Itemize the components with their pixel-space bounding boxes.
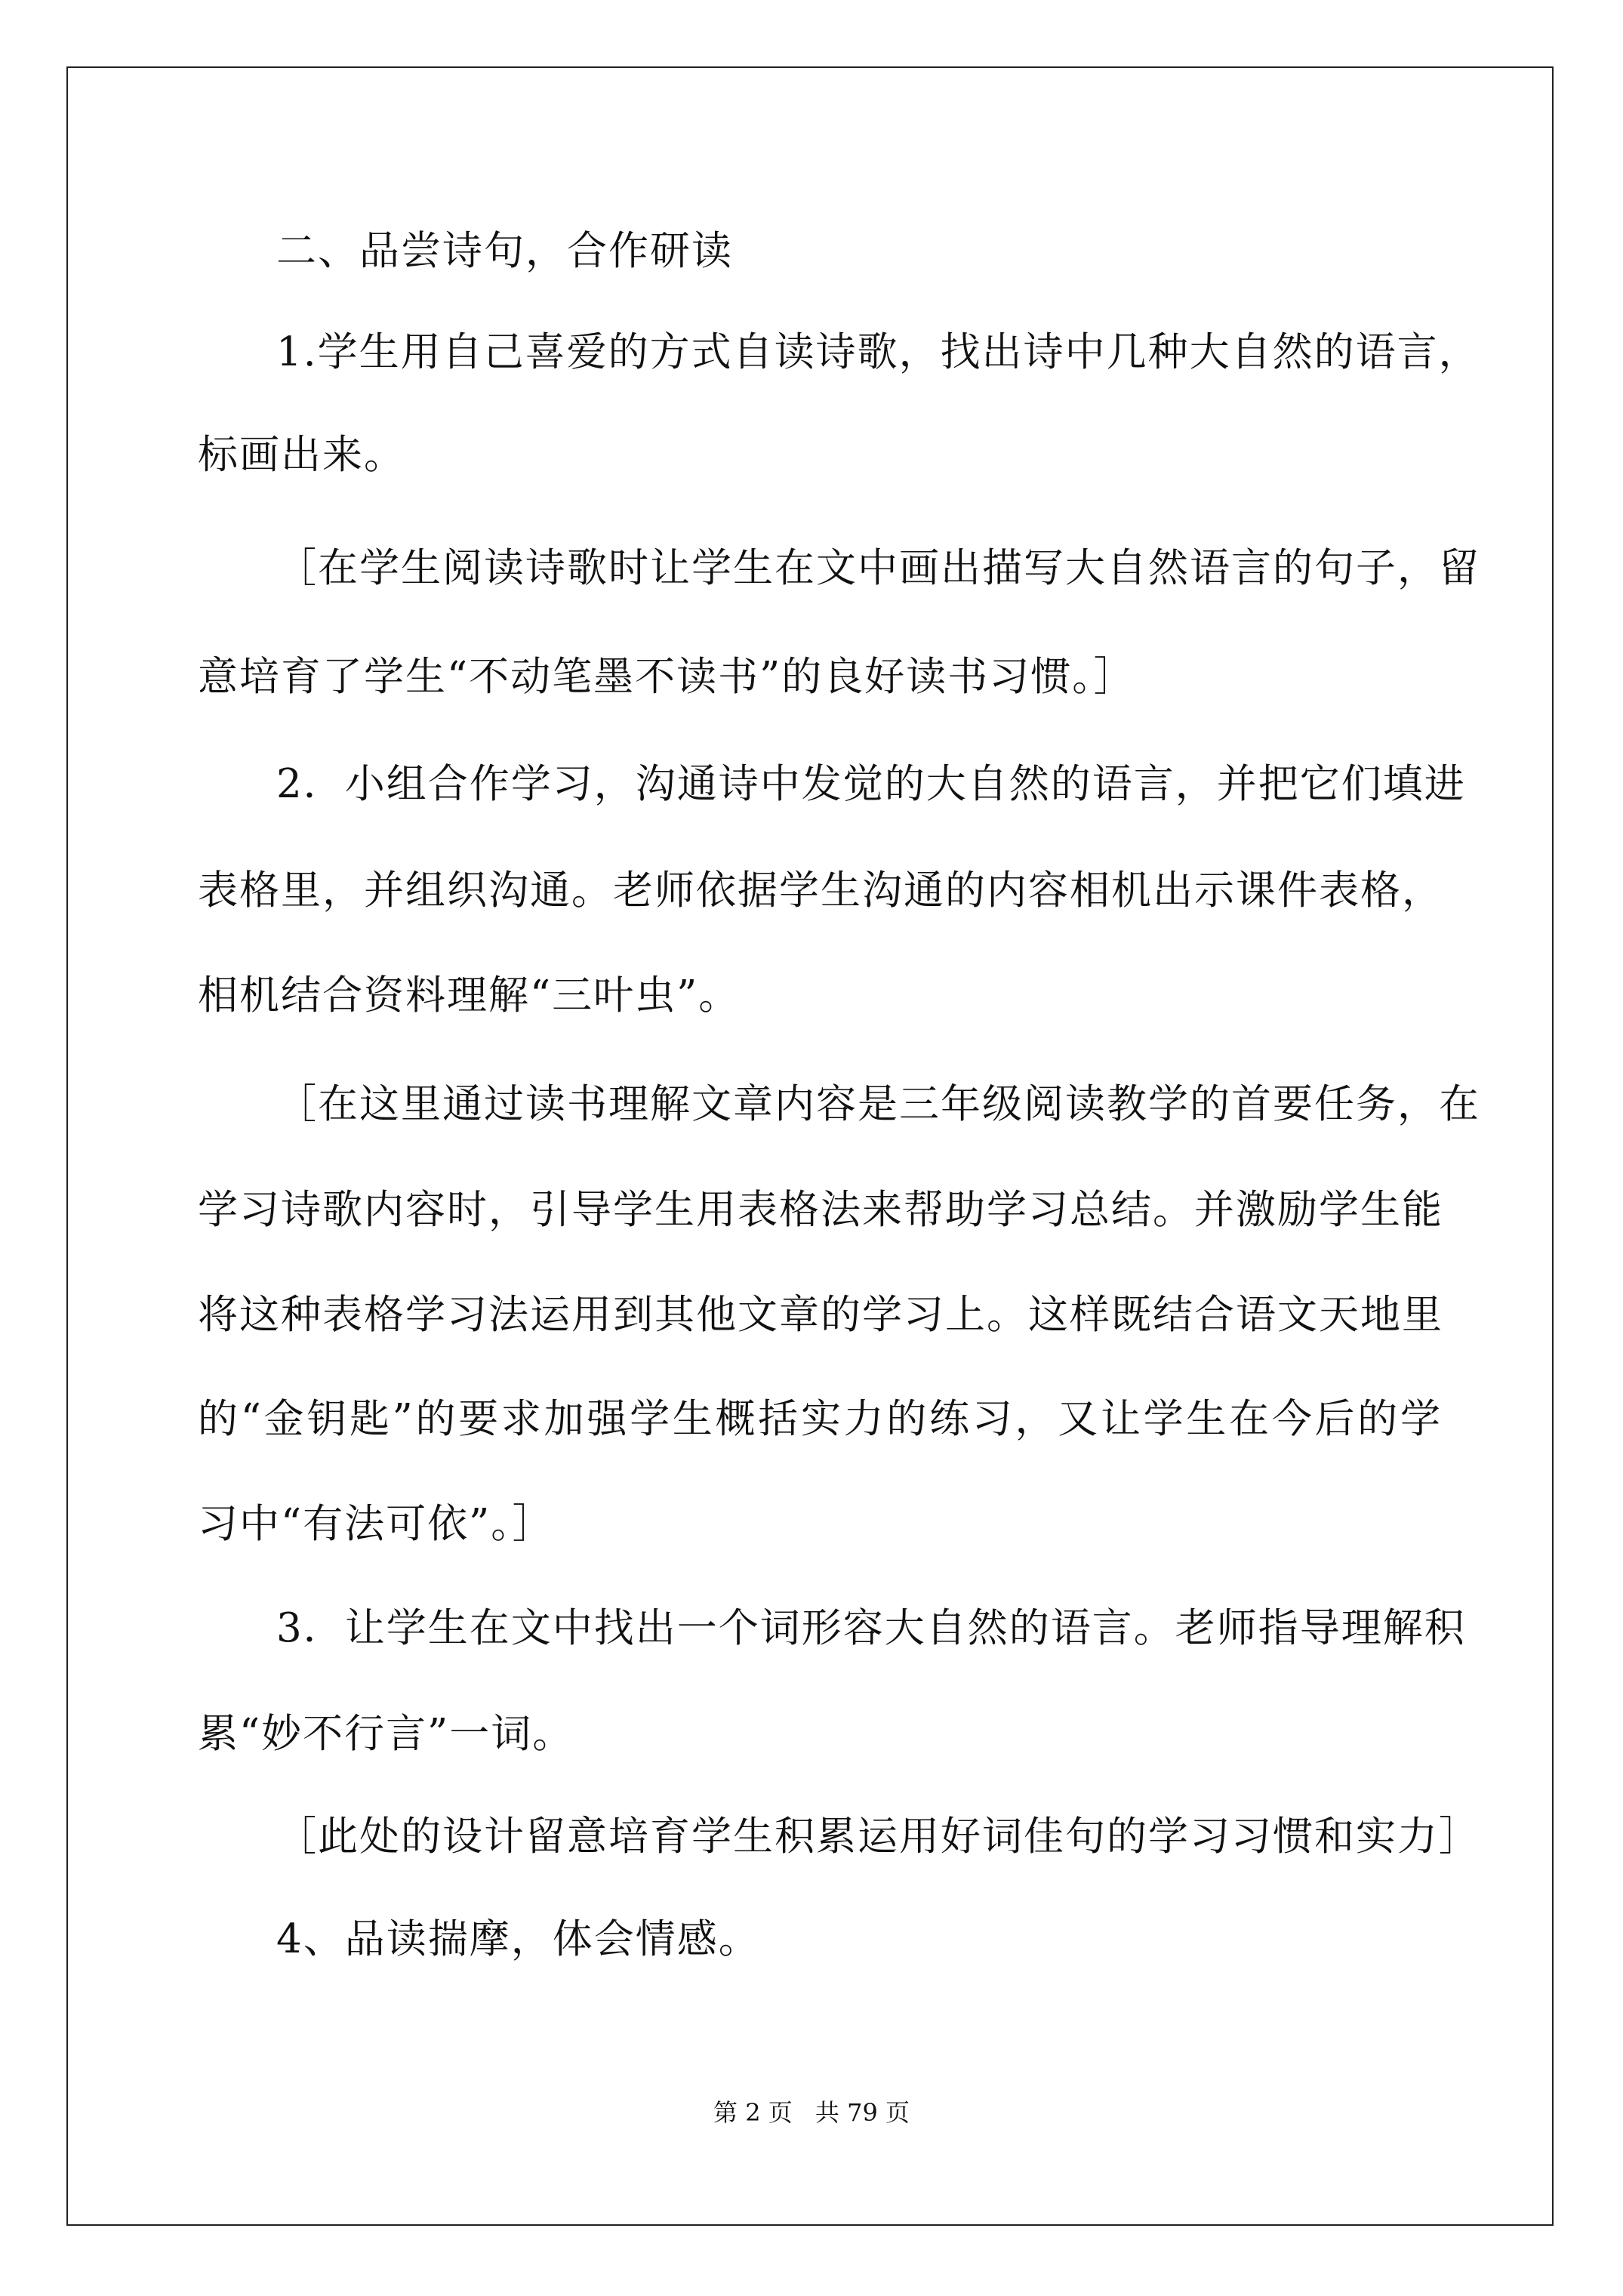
paragraph-line: 将这种表格学习法运用到其他文章的学习上。这样既结合语文天地里 (198, 1292, 1443, 1338)
paragraph-line: 累“妙不行言”一词。 (198, 1711, 574, 1757)
page-border (66, 66, 1554, 2226)
page-footer (0, 2097, 1623, 2128)
paragraph-line: ［在学生阅读诗歌时让学生在文中画出描写大自然语言的句子，留 (276, 545, 1480, 591)
paragraph-line: 4、品读揣摩，体会情感。 (276, 1916, 760, 1962)
section-heading: 二、品尝诗句，合作研读 (276, 228, 733, 274)
page-number: 第 2 页 (713, 2098, 793, 2127)
page-total: 共 79 页 (815, 2098, 910, 2127)
paragraph-line: 1.学生用自己喜爱的方式自读诗歌，找出诗中几种大自然的语言， (276, 329, 1480, 375)
paragraph-line: ［在这里通过读书理解文章内容是三年级阅读教学的首要任务，在 (276, 1081, 1480, 1127)
paragraph-line: 学习诗歌内容时，引导学生用表格法来帮助学习总结。并激励学生能 (198, 1187, 1443, 1233)
paragraph-line: 2．小组合作学习，沟通诗中发觉的大自然的语言，并把它们填进 (276, 761, 1466, 807)
paragraph-line: 标画出来。 (198, 432, 405, 478)
paragraph-line: 意培育了学生“不动笔墨不读书”的良好读书习惯。］ (198, 654, 1135, 700)
paragraph-line: 3．让学生在文中找出一个词形容大自然的语言。老师指导理解积 (276, 1605, 1466, 1651)
paragraph-line: ［此处的设计留意培育学生积累运用好词佳句的学习习惯和实力］ (276, 1814, 1480, 1860)
paragraph-line: 表格里，并组织沟通。老师依据学生沟通的内容相机出示课件表格， (198, 868, 1443, 914)
paragraph-line: 的“金钥匙”的要求加强学生概括实力的练习，又让学生在今后的学 (198, 1396, 1442, 1442)
paragraph-line: 相机结合资料理解“三叶虫”。 (198, 972, 741, 1019)
paragraph-line: 习中“有法可依”。］ (198, 1501, 554, 1547)
